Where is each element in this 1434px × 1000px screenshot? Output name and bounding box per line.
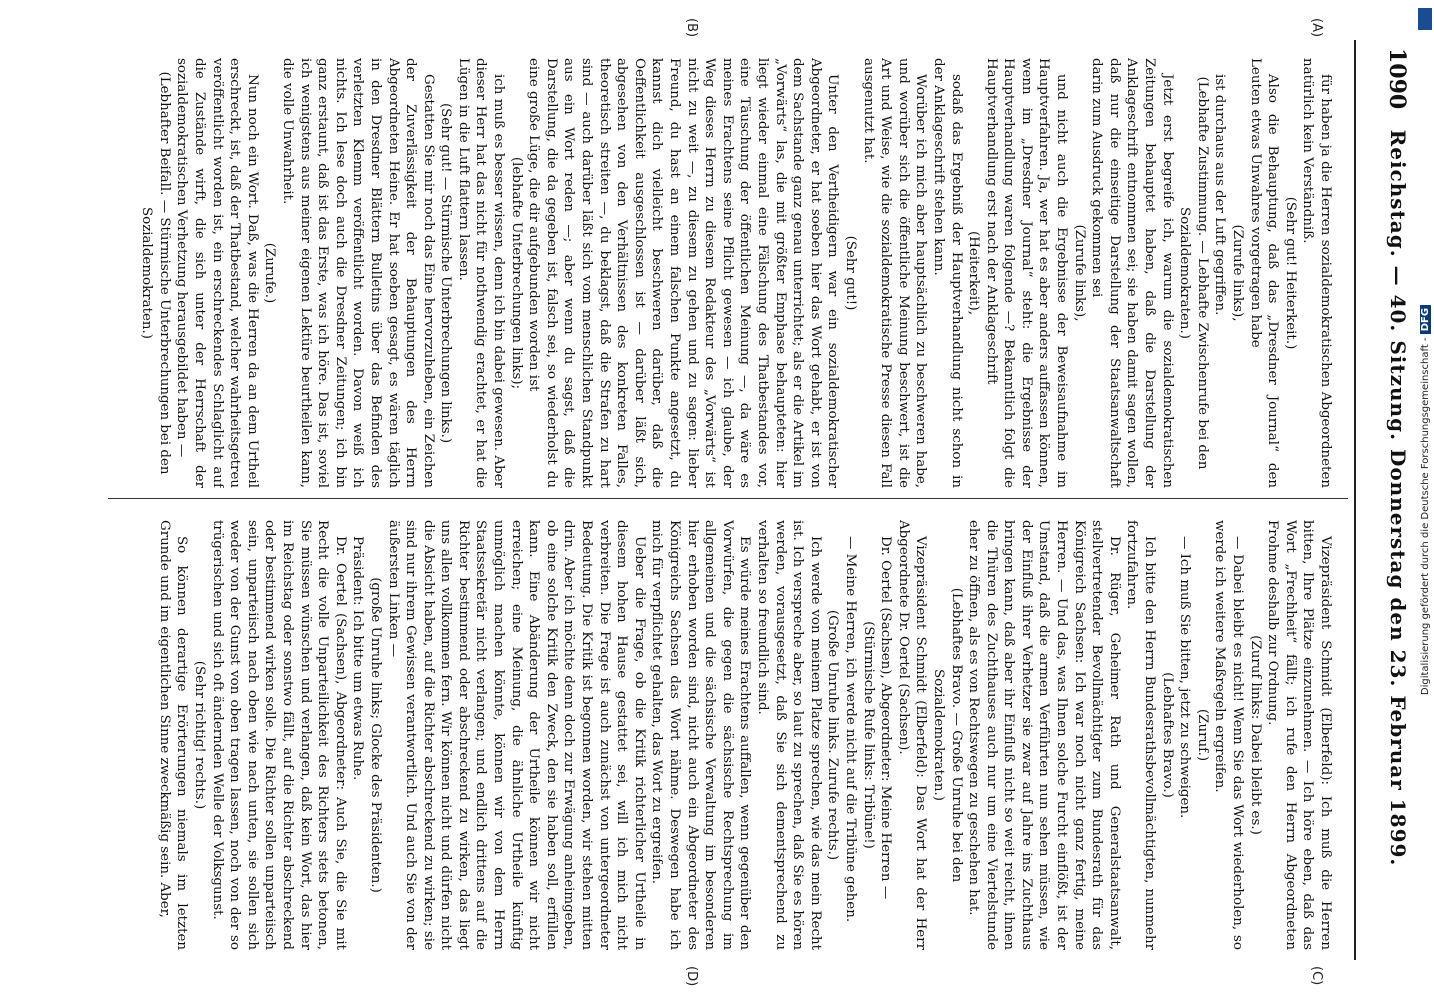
paragraph: Ich werde von meinem Platze sprechen, wie das mein Recht ist. Ich verspreche aber, so laut zu sprechen, daß Sie es hören werden, vorausgesetzt, daß Sie sich dementsprechend zu verhalten so freundlich sind. [755,520,823,950]
paragraph: für haben ja die Herren sozialdemokratischen Abgeordneten natürlich kein Verständniß. [1300,58,1333,488]
page-title: Reichstag. — 40. Sitzung. Donnerstag den 23. Februar 1899. [1386,129,1410,867]
paragraph: Dr. Oertel (Sachsen), Abgeordneter: Meine Herren — [878,536,894,900]
credit-text: Digitalisierung gefördert durch die Deutsche Forschungsgemeinschaft - [1420,337,1431,696]
paragraph: — Meine Herren, ich werde nicht auf die Tribüne gehen. [842,536,858,923]
paragraph: ich muß es besser wissen, denn ich bin dabei gewesen. Aber dieser Herr hat das nicht für nothwendig erachtet, er hat die Lügen in die Luft flattern lassen. [455,58,507,488]
right-text-column [109,520,1334,950]
left-text-column [109,58,1334,488]
interjection: (Heiterkeit), [966,231,982,315]
interjection: (Lebhafte Zustimmung. — Lebhafte Zwischenrufe bei den Sozialdemokraten.) [1177,76,1210,470]
paragraph: — Dabei bleibt es nicht! Wenn Sie das Wort wiederholen, so werde ich weitere Maßregeln ergreifen. [1212,520,1246,950]
interjection: (Große Unruhe links. Zurufe rechts.) [825,609,841,861]
interjection: (Zurufe.) [262,242,278,304]
paragraph: Worüber ich mich aber hauptsächlich zu beschweren habe, und worüber sich die öffentliche Meinung beschwert, ist die Art und Weise, wie die sozialdemokratische Presse diesen Fall ausgenutzt hat. [860,58,929,488]
paragraph: Nun noch ein Wort. Daß, was die Herren da an dem Urtheil erschreckt, ist, daß der Thatbestand, welcher wahrheitsgetreu veröffentlicht worden ist, ein erschreckendes Schlaglicht auf die Zustände wirft, die sich unter der Herrschaft der sozialdemokratischen Verhetzung herausgebildet haben — [174,58,260,488]
header-rule [1354,40,1356,960]
paragraph: Ueber die Frage, ob die Kritik richterlicher Urtheile in diesem hohen Hause gestattet sei, will ich mich nicht verbreiten. Die Frage ist auch zunächst von untergeordneter Bedeutung. Die Kritik ist begonnen worden, wir stehen mitten drin. Aber ich möchte denn doch zur Erwägung anheimgeben, ob eine solche Kritik den Zweck, den sie haben soll, erfüllen kann. Eine Abänderung der Urtheile können wir nicht erreichen; eine Meinung, die ähnliche Urtheile künftig unmöglich machen könnte, können wir von dem Herrn Staatssekretär nicht verlangen; und endlich drittens auf die Richter bestimmend oder abschreckend zu wirken, das liegt uns allen vollkommen fern. Wir können nicht und dürfen nicht die Absicht haben, auf die Richter abschreckend zu wirken; sie sind nur ihrem Gewissen verantwortlich. Und auch Sie von der äußersten Linken — [385,520,647,950]
paragraph: und nicht auch die Ergebnisse der Beweisaufnahme im Hauptverfahren. Ja, wer hat es aber anders auffassen können, wenn im „Dresdner Journal“ steht: die Ergebnisse der Hauptverhandlung waren folgende —? Bekanntlich folgt die Hauptverhandlung erst nach der Anklageschrift [983,58,1070,488]
margin-marker-d: (D) [684,966,699,987]
interjection: (Sehr richtig! rechts.) [192,660,207,810]
interjection: (Sehr gut!) [842,235,858,311]
interjection: (große Unruhe links; Glocke des Präsidenten.) [367,577,383,893]
paragraph: ist durchaus aus der Luft gegriffen. [1212,74,1228,316]
paragraph: sodaß das Ergebniß der Hauptverhandlung nicht schon in der Anklageschrift stehen kann. [930,58,964,488]
dfg-badge: DFG [1420,305,1431,334]
paragraph: Ich bitte den Herrn Bundesrathsbevollmächtigten, nunmehr fortzufahren. [1124,520,1158,950]
interjection: (Zurufe links), [1230,224,1246,322]
paragraph: Unter den Vertheidigern war ein sozialdemokratischer Abgeordneter, er hat soeben hier das Wort gehabt, er ist von dem Sachstande ganz genau unterrichtet; als er die Artikel im „Vorwärts“ las, die mit größter Emphase behaupteten: hier liegt wieder einmal eine Fälschung des Thatbestandes vor, eine Täuschung der öffentlichen Meinung —, da wäre es meines Erachtens seine Pflicht gewesen — ich glaube, der Weg dieses Herrn zu diesem Redakteur des „Vorwärts“ ist nicht zu weit —, zu diesem zu gehen und zu sagen: lieber Freund, du hast an einem falschen Punkte angesetzt, du kannst dich vielleicht beschweren darüber, daß die Oeffentlichkeit ausgeschlossen ist — darüber läßt sich, abgesehen von den Verhältnissen des konkreten Falles, theoretisch streiten —, du beklagst, daß die Strafen zu hart sind — auch darüber läßt sich vom menschlichen Standpunkt aus ein Wort reden —; aber wenn du sagst, daß die Darstellung, die da gegeben ist, falsch sei, so wiederholst du eine große Lüge, die dir aufgebunden worden ist [526,58,841,488]
interjection: (Sehr gut! Heiterkeit.) [1282,196,1298,350]
paragraph: Vizepräsident Schmidt (Elberfeld): Das Wort hat der Herr Abgeordnete Dr. Oertel (Sachsen). [895,520,929,950]
paragraph: So können derartige Erörterungen niemals im letzten Grunde und im eigentlichen Sinne zweckmäßig sein. Aber, [156,520,190,950]
interjection: (Lebhaftes Bravo.) [1159,672,1175,798]
interjection: (lebhafte Unterbrechungen links); [508,156,524,390]
page-number: 1090 [1384,48,1410,110]
margin-marker-b: (B) [684,18,699,38]
paragraph: Es würde meines Erachtens auffallen, wenn gegenüber den Vorwürfen, die gegen die sächsische Rechtsprechung im allgemeinen und die sächsische Verwaltung im besonderen hier erhoben worden sind, nicht auch ein Abgeordneter des Königreichs Sachsen das Wort nähme. Deswegen habe ich mich für verpflichtet gehalten, das Wort zu ergreifen. [649,520,753,950]
interjection: (Zuruf links: Dabei bleibt es.) [1247,635,1263,835]
interjection: (Lebhafter Beifall. — Stürmische Unterbrechungen bei den Sozialdemokraten.) [139,71,172,475]
paragraph: Gestatten Sie mir noch das Eine hervorzuheben, ein Zeichen der Zuverlässigkeit der Behauptungen des Herrn Abgeordneten Heine. Er hat soeben gesagt, es wären täglich in den Dresdner Blättern Bulletins über das Befinden des verletzten Klemm veröffentlicht worden. Davon weiß ich nichts. Ich lese doch auch die Dresdner Zeitungen; ich bin ganz erstaunt, daß ist das Erste, was ich höre. Das ist, soviel ich wenigstens aus meiner eigenen Lektüre beurtheilen kann, die volle Unwahrheit. [279,58,436,488]
interjection: (Zuruf.) [1194,708,1210,762]
interjection: (Zurufe links), [1071,224,1087,322]
paragraph: Dr. Rüger, Geheimer Rath und Generalstaatsanwalt, stellvertretender Bevollmächtigter zum Bundesrath für das Königreich Sachsen: Ich war noch nicht ganz fertig, meine Herren. — Und das, was Ihnen solche Furcht einflößt, ist der Umstand, daß die armen Verführten nun sehen müssen, wie der Einfluß ihrer Verhetzer sie zwar auf Jahre ins Zuchthaus bringen kann, daß aber ihr Einfluß nicht so weit reicht, ihnen die Thüren des Zuchthauses auch nur um eine Viertelstunde eher zu öffnen, als es von Rechtswegen zu geschehen hat. [966,520,1122,950]
interjection: (Lebhaftes Bravo. — Große Unruhe bei den Sozialdemokraten.) [930,587,964,883]
paragraph: Jetzt erst begreife ich, warum die sozialdemokratischen Zeitungen behauptet haben, daß die Darstellung der Anklageschrift entnommen sei; sie haben damit sagen wollen, daß nur die einseitige Darstellung der Staatsanwaltschaft darin zum Ausdruck gekommen sei [1089,58,1175,488]
margin-marker-c: (C) [1309,966,1324,986]
digitization-credit [1418,0,1434,1000]
page-header [1366,48,1416,948]
paragraph: Also die Behauptung, daß das „Dresdner Journal“ den Leuten etwas Unwahres vorgetragen habe [1247,58,1281,488]
interjection: (Stürmische Rufe links: Tribüne!) [860,621,876,849]
paragraph: Präsident: Ich bitte um etwas Ruhe. [350,536,366,781]
paragraph: Dr. Oertel (Sachsen), Abgeordneter: Auch Sie, die Sie mit Recht die volle Unparteilichkeit des Richters stets betonen, Sie müssen wünschen und verlangen, daß kein Wort, das hier im Reichstag oder sonstwo fällt, auf die Richter abschreckend oder bestimmend wirken solle. Die Richter sollen unparteiisch sein, unparteiisch nach oben wie nach unten, sie sollen sich weder von der Gunst von oben tragen lassen, noch von der so trügerischen und sich oft ändernden Welle der Volksgunst. [209,520,348,950]
paragraph: — Ich muß Sie bitten, jetzt zu schweigen. [1177,536,1193,819]
paragraph: Vizepräsident Schmidt (Elberfeld): Ich muß die Herren bitten, Ihre Plätze einzunehmen. — Ich höre eben, daß das Wort „Frechheit“ fällt; ich rufe den Herrn Abgeordneten Frohme deshalb zur Ordnung. [1265,520,1333,950]
column-divider [108,498,1348,499]
interjection: (Sehr gut! — Stürmische Unterbrechungen links.) [438,102,454,444]
margin-marker-a: (A) [1309,18,1324,38]
